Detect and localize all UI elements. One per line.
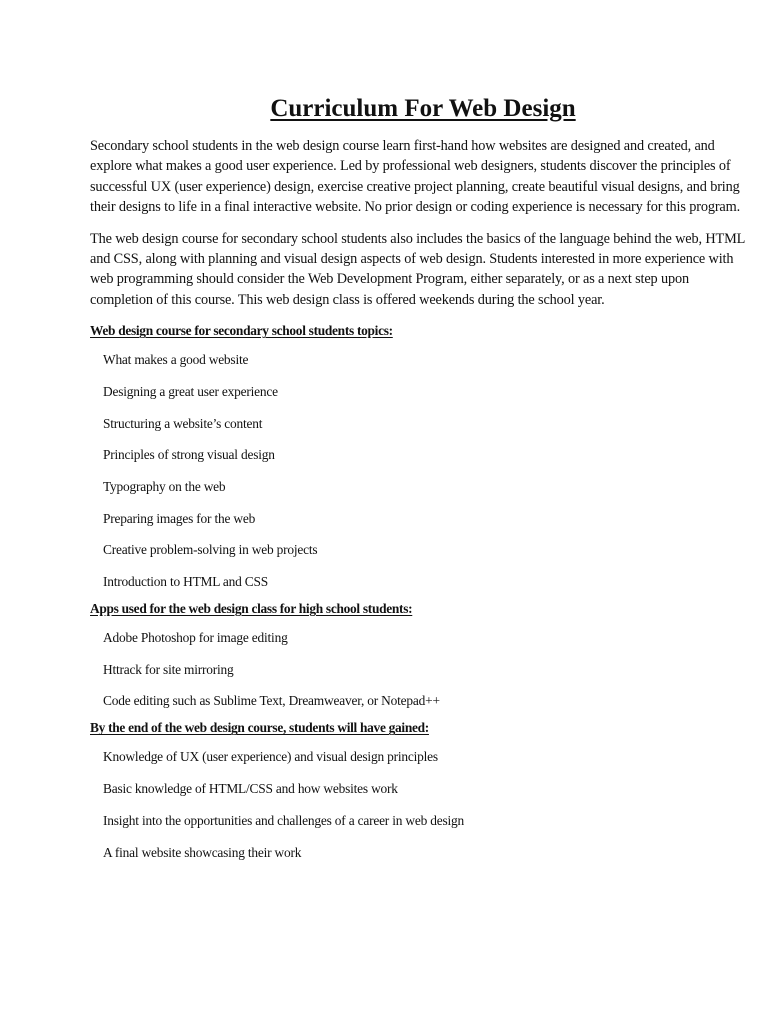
list-item: Basic knowledge of HTML/CSS and how websites work [103, 781, 398, 797]
list-item: What makes a good website [103, 352, 249, 368]
course-basics-paragraph: The web design course for secondary school students also includes the basics of the language behind the web, HTML and CSS, along with planning and visual design aspects of web design. Students interested in more experience with web programming should consider the Web Development Program, either separately, or as a next step upon completion of this course. This web design class is offered weekends during the school year. [90, 230, 745, 308]
list-item: Httrack for site mirroring [103, 661, 234, 677]
list-item: Creative problem-solving in web projects [103, 542, 318, 558]
list-item: Insight into the opportunities and challenges of a career in web design [103, 812, 464, 828]
apps-heading: Apps used for the web design class for high school students: [90, 601, 413, 617]
list-item: Preparing images for the web [103, 510, 256, 526]
list-item: Knowledge of UX (user experience) and visual design principles [103, 749, 438, 765]
list-item: Introduction to HTML and CSS [103, 574, 268, 590]
list-item: Principles of strong visual design [103, 447, 275, 463]
topics-heading: Web design course for secondary school students topics: [90, 323, 393, 339]
list-item: Structuring a website’s content [103, 415, 263, 431]
intro-paragraph: Secondary school students in the web design course learn first-hand how websites are designed and created, and explore what makes a good user experience. Led by professional web designers, students discover the principles of successful UX (user experience) design, exercise creative project planning, create beautiful visual designs, and bring their designs to life in a final interactive website. No prior design or coding experience is necessary for this program. [90, 138, 741, 216]
list-item: Adobe Photoshop for image editing [103, 630, 288, 646]
apps-list [90, 629, 746, 710]
apps-section [90, 600, 746, 710]
list-item: A final website showcasing their work [103, 844, 302, 860]
list-item: Typography on the web [103, 479, 226, 494]
outcomes-heading: By the end of the web design course, students will have gained: [90, 720, 429, 736]
outcomes-section [90, 719, 746, 861]
topics-section [90, 322, 746, 591]
outcomes-list [90, 748, 746, 861]
list-item: Designing a great user experience [103, 383, 278, 399]
topics-list [90, 351, 746, 591]
document-title: Curriculum For Web Design [270, 95, 576, 122]
list-item: Code editing such as Sublime Text, Dreamweaver, or Notepad++ [103, 693, 440, 709]
